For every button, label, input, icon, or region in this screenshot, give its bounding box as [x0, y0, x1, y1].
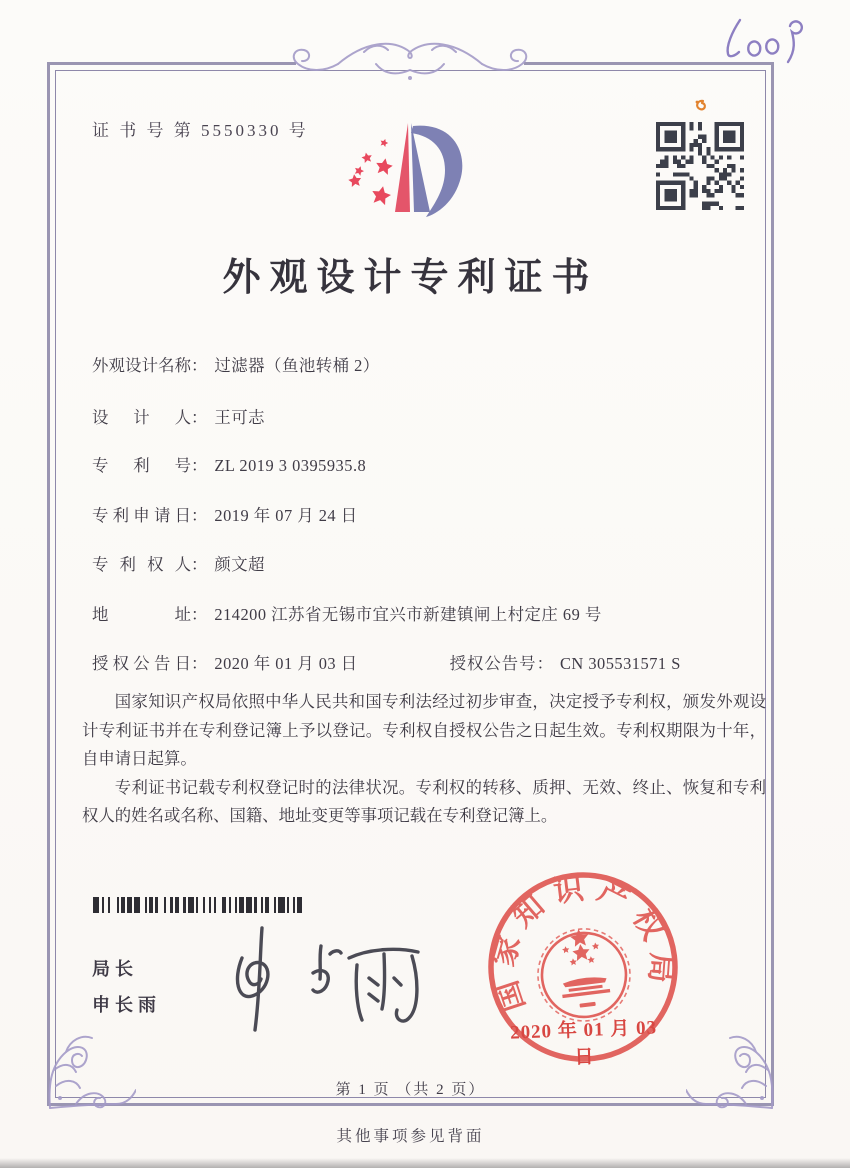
field-row-designer: 设计人： 王可志: [92, 404, 265, 428]
field-label: 授权公告日: [92, 654, 191, 673]
cnipa-logo-icon: [333, 104, 505, 238]
field-value: 2020 年 01 月 03 日: [214, 654, 358, 673]
seal-date: 2020 年 01 月 03 日: [509, 1017, 658, 1069]
field-value: ZL 2019 3 0395935.8: [214, 456, 367, 475]
legal-paragraph: 专利证书记载专利权登记时的法律状况。专利权的转移、质押、无效、终止、恢复和专利权人的姓名或名称、国籍、地址变更等事项记载在专利登记簿上。: [82, 777, 766, 826]
field-row-patent-number: 专利号： ZL 2019 3 0395935.8: [92, 452, 366, 476]
certificate-number: 证 书 号 第 5550330 号: [92, 121, 309, 140]
qr-code-icon: [656, 122, 744, 210]
field-row-application-date: 专利申请日： 2019 年 07 月 24 日: [92, 502, 358, 526]
handwritten-note: [718, 12, 810, 68]
field-label: 专利申请日: [92, 506, 191, 525]
field-label: 地址: [92, 605, 191, 624]
field-label: 授权公告号: [449, 654, 537, 673]
field-value: 2019 年 07 月 24 日: [214, 506, 358, 525]
scan-edge-shadow: [0, 1158, 850, 1168]
field-row-patentee: 专利权人： 颜文超: [92, 551, 265, 575]
handwritten-signature-icon: [218, 922, 428, 1034]
signer-title: 局长: [92, 959, 138, 979]
field-value: CN 305531571 S: [559, 654, 681, 673]
signer-name: 申长雨: [92, 995, 161, 1015]
field-value: 王可志: [214, 408, 266, 427]
field-row-grant-date: 授权公告日： 2020 年 01 月 03 日 授权公告号： CN 305531571 S: [92, 650, 681, 674]
field-value: 过滤器（鱼池转桶 2）: [214, 356, 380, 375]
field-row-design-name: 外观设计名称： 过滤器（鱼池转桶 2）: [92, 352, 380, 376]
field-label: 设计人: [92, 408, 191, 427]
field-label: 外观设计名称: [92, 356, 191, 375]
orange-pen-mark: [692, 98, 710, 114]
page-title: 外观设计专利证书: [222, 257, 599, 299]
field-label: 专利权人: [92, 555, 191, 574]
field-label: 专利号: [92, 456, 191, 475]
legal-paragraph: 国家知识产权局依照中华人民共和国专利法经过初步审查，决定授予专利权，颁发外观设计专利证书并在专利登记簿上予以登记。专利权自授权公告之日起生效。专利权期限为十年，自申请日起算。: [82, 692, 766, 769]
field-grant-number: 授权公告号： CN 305531571 S: [449, 654, 681, 673]
field-value: 214200 江苏省无锡市宜兴市新建镇闸上村定庄 69 号: [214, 605, 602, 624]
page-number: 第 1 页 （共 2 页）: [335, 1082, 486, 1098]
barcode-icon: [93, 897, 308, 913]
field-row-address: 地址： 214200 江苏省无锡市宜兴市新建镇闸上村定庄 69 号: [92, 601, 602, 625]
back-note: 其他事项参见背面: [336, 1128, 485, 1145]
seal-agency-text: 国家知识产权局: [487, 871, 679, 1016]
field-value: 颜文超: [214, 555, 266, 574]
legal-text: [82, 688, 766, 831]
